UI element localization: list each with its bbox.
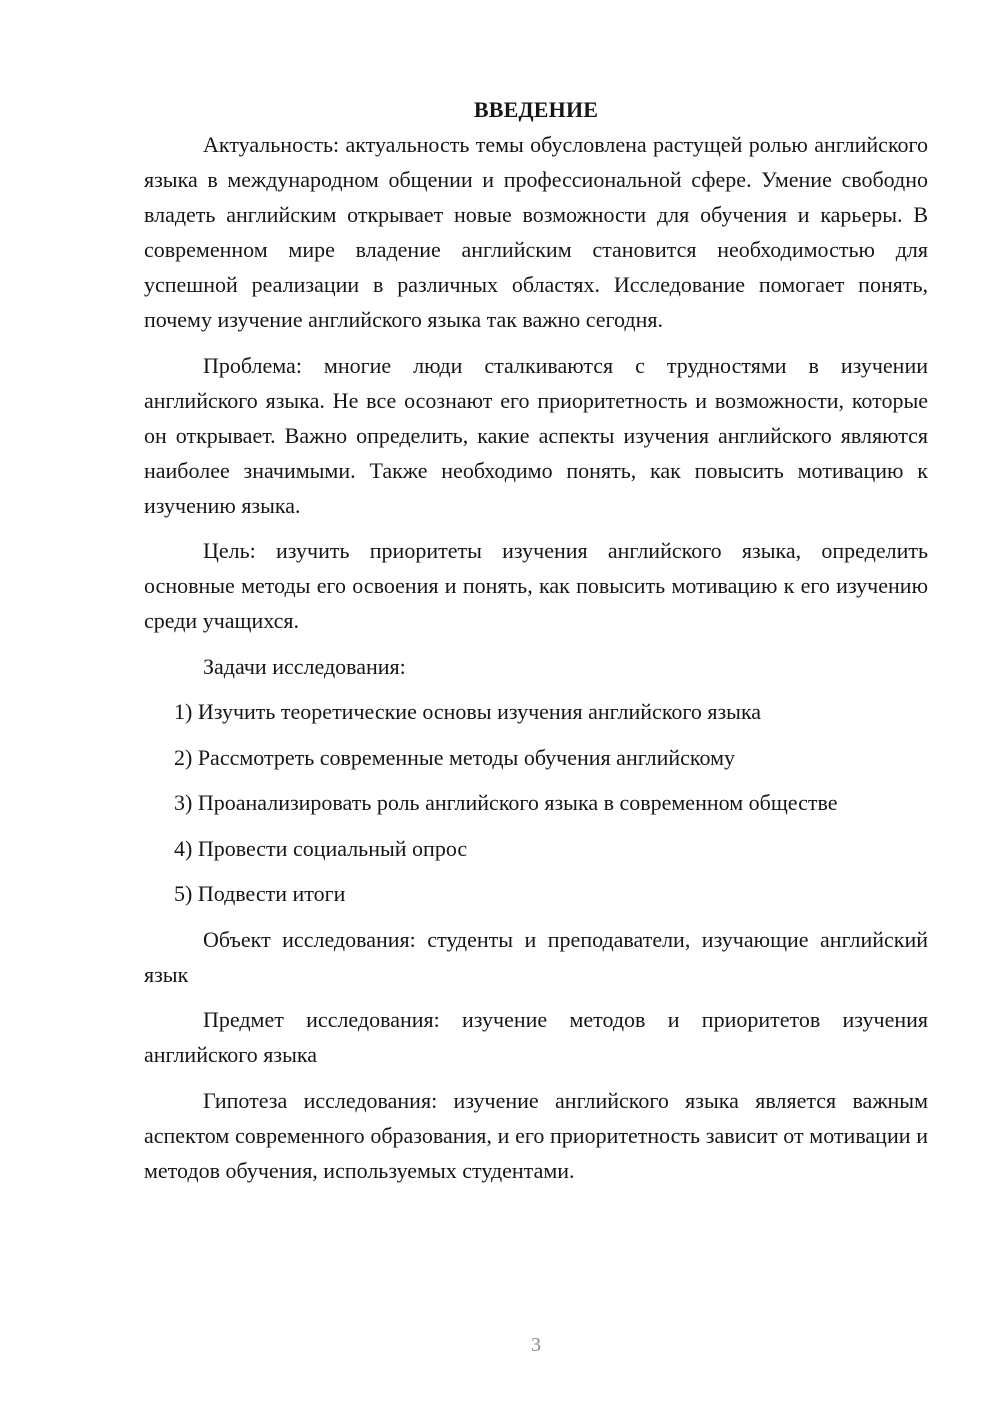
tasks-title: Задачи исследования: — [203, 653, 406, 679]
hypothesis-paragraph: Гипотеза исследования: изучение английского языка является важным аспектом современного образования, и его приоритетность зависит от мотивации и методов обучения, используемых студентами. — [144, 1087, 928, 1183]
goal-paragraph: Цель: изучить приоритеты изучения английского языка, определить основные методы его освоения и понять, как повысить мотивацию к его изучению среди учащихся. — [144, 538, 928, 633]
relevance-paragraph: Актуальность: актуальность темы обусловлена растущей ролью английского языка в международном общении и профессиональной сфере. Умение свободно владеть английским открывает новые возможности для обучения и карьеры. В современном мире владение английским становится необходимостью для успешной реализации в различных областях. Исследование помогает понять, почему изучение английского языка так важно сегодня. — [144, 132, 928, 332]
task-item: 4) Провести социальный опрос — [174, 835, 468, 861]
problem-paragraph: Проблема: многие люди сталкиваются с трудностями в изучении английского языка. Не все осознают его приоритетность и возможности, которые он открывает. Важно определить, какие аспекты изучения английского являются наиболее значимыми. Также необходимо понять, как повысить мотивацию к изучению языка. — [144, 352, 928, 518]
page-content — [144, 92, 928, 1198]
page-number: 3 — [531, 1334, 541, 1356]
section-heading: ВВЕДЕНИЕ — [473, 97, 599, 122]
task-item: 3) Проанализировать роль английского языка в современном обществе — [174, 790, 838, 815]
task-item: 5) Подвести итоги — [174, 881, 346, 906]
task-item: 1) Изучить теоретические основы изучения английского языка — [174, 699, 762, 724]
object-paragraph: Объект исследования: студенты и преподаватели, изучающие английский язык — [144, 926, 928, 987]
task-item: 2) Рассмотреть современные методы обучения английскому — [174, 744, 735, 770]
subject-paragraph: Предмет исследования: изучение методов и приоритетов изучения английского языка — [144, 1007, 928, 1067]
